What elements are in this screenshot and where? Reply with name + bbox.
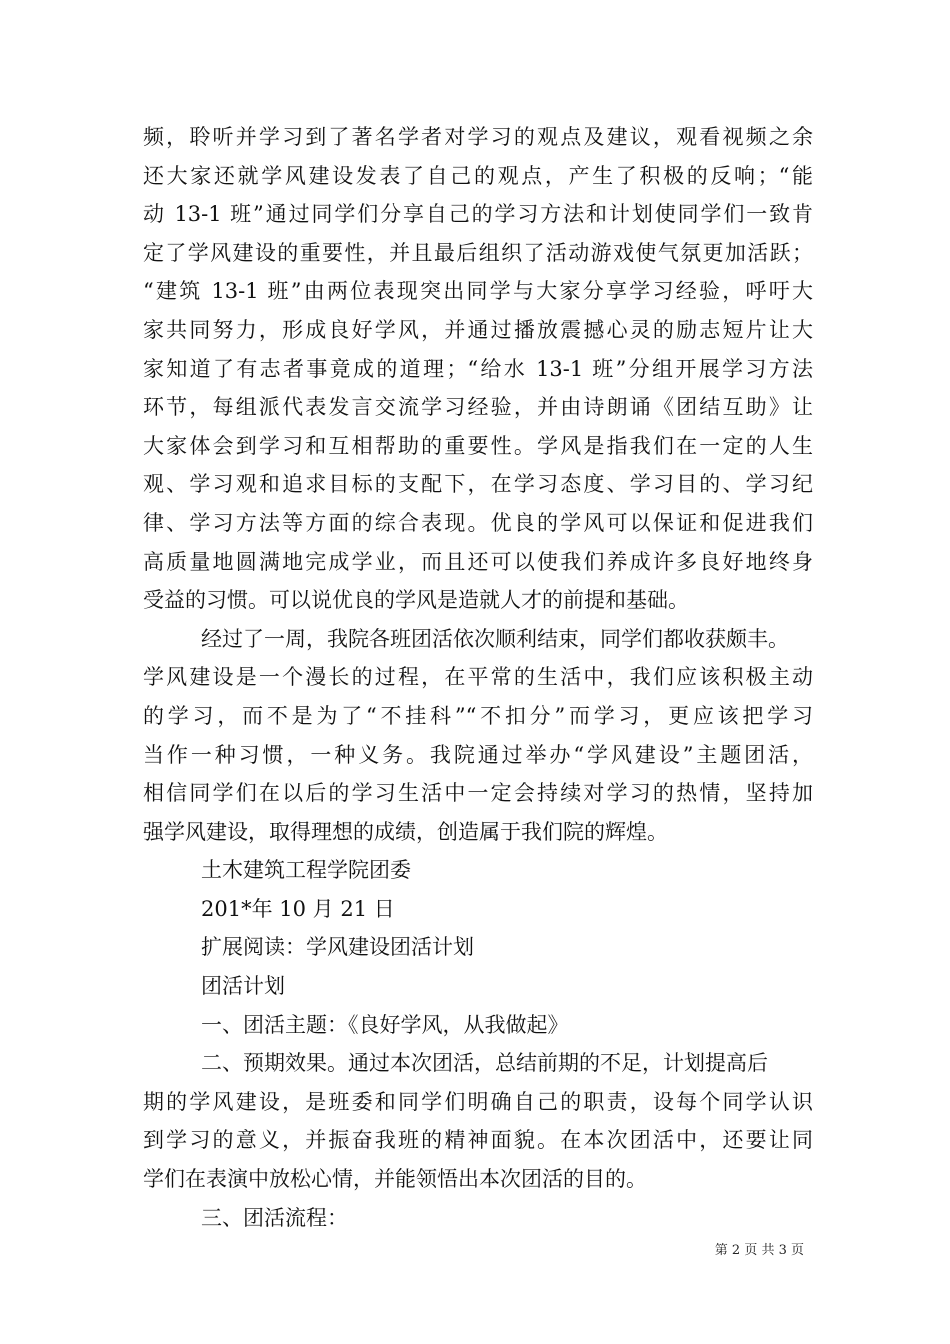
paragraph-1-line: 家知道了有志者事竟成的道理；“给水 13-1 班”分组开展学习方法: [143, 356, 813, 381]
signature: 土木建筑工程学院团委: [201, 858, 411, 883]
section-2-line: 期的学风建设，是班委和同学们明确自己的职责，设每个同学认识: [143, 1089, 813, 1114]
paragraph-1-line: 家共同努力，形成良好学风，并通过播放震撼心灵的励志短片让大: [143, 317, 813, 342]
paragraph-1-line: 环节，每组派代表发言交流学习经验，并由诗朗诵《团结互助》让: [143, 395, 813, 420]
paragraph-1-line: 动 13-1 班”通过同学们分享自己的学习方法和计划使同学们一致肯: [143, 202, 813, 227]
paragraph-1-line: 大家体会到学习和互相帮助的重要性。学风是指我们在一定的人生: [143, 433, 813, 458]
paragraph-2-line: 当作一种习惯，一种义务。我院通过举办“学风建设”主题团活，: [143, 742, 813, 767]
paragraph-2-line: 相信同学们在以后的学习生活中一定会持续对学习的热情，坚持加: [143, 781, 813, 806]
paragraph-1-line: 还大家还就学风建设发表了自己的观点，产生了积极的反响；“能: [143, 163, 813, 188]
paragraph-2-line: 的学习，而不是为了“不挂科”“不扣分”而学习，更应该把学习: [143, 703, 813, 728]
section-3-heading: 三、团活流程：: [201, 1205, 348, 1230]
section-2-line: 二、预期效果。通过本次团活，总结前期的不足，计划提高后: [201, 1051, 768, 1076]
paragraph-2-line: 经过了一周，我院各班团活依次顺利结束，同学们都收获颇丰。: [201, 626, 789, 651]
paragraph-1-line: 律、学习方法等方面的综合表现。优良的学风可以保证和促进我们: [143, 510, 813, 535]
paragraph-1-line: “建筑 13-1 班”由两位表现突出同学与大家分享学习经验，呼吁大: [143, 279, 813, 304]
paragraph-1-line: 定了学风建设的重要性，并且最后组织了活动游戏使气氛更加活跃；: [143, 240, 813, 265]
date: 201*年 10 月 21 日: [201, 896, 395, 921]
paragraph-1-line: 观、学习观和追求目标的支配下，在学习态度、学习目的、学习纪: [143, 472, 813, 497]
paragraph-1-line: 高质量地圆满地完成学业，而且还可以使我们养成许多良好地终身: [143, 549, 813, 574]
page-number-footer: 第 2 页 共 3 页: [714, 1243, 804, 1258]
paragraph-2-line: 学风建设是一个漫长的过程，在平常的生活中，我们应该积极主动: [143, 665, 813, 690]
section-1-theme: 一、团活主题：《良好学风，从我做起》: [201, 1012, 569, 1037]
paragraph-2-line: 强学风建设，取得理想的成绩，创造属于我们院的辉煌。: [143, 819, 668, 844]
paragraph-1-line: 受益的习惯。可以说优良的学风是造就人才的前提和基础。: [143, 588, 689, 613]
document-body: [143, 118, 813, 1237]
paragraph-1-line: 频，聆听并学习到了著名学者对学习的观点及建议，观看视频之余: [143, 125, 813, 149]
plan-title: 团活计划: [201, 974, 285, 999]
extended-reading-heading: 扩展阅读：学风建设团活计划: [201, 935, 474, 960]
section-2-line: 学们在表演中放松心情，并能领悟出本次团活的目的。: [143, 1167, 647, 1192]
section-2-line: 到学习的意义，并振奋我班的精神面貌。在本次团活中，还要让同: [143, 1128, 813, 1153]
